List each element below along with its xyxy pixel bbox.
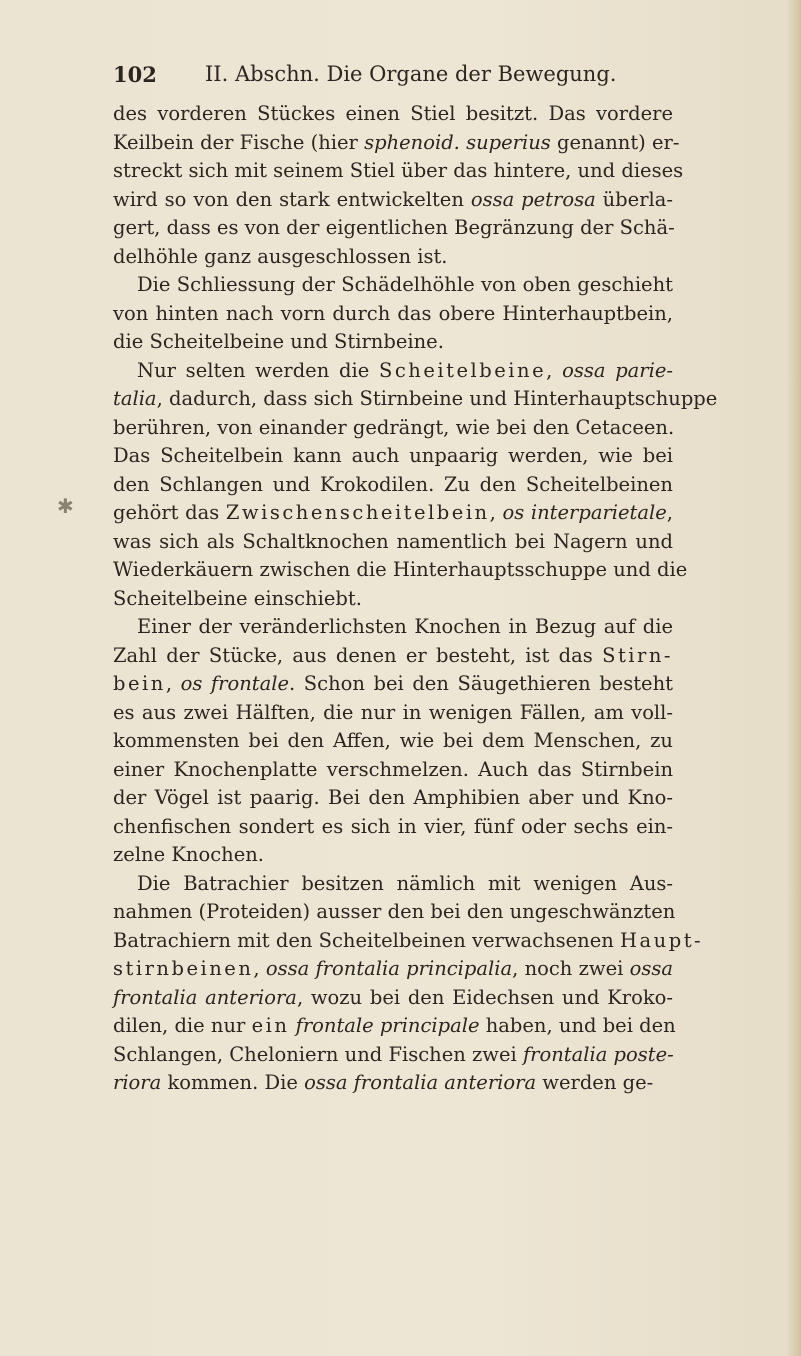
italic-term: frontalia anteriora bbox=[113, 985, 297, 1009]
text-line: den Schlangen und Krokodilen. Zu den Scheitelbeinen bbox=[113, 472, 673, 496]
paragraph bbox=[113, 100, 684, 271]
text-line: Schlangen, Cheloniern und Fischen zwei frontalia poste- bbox=[113, 1042, 674, 1066]
text-line: der Vögel ist paarig. Bei den Amphibien aber und Kno- bbox=[113, 786, 673, 809]
italic-term: os frontale bbox=[180, 672, 290, 695]
text-line: nahmen (Proteiden) ausser den bei den ungeschwänzten bbox=[113, 900, 676, 923]
text-line: zelne Knochen. bbox=[113, 843, 264, 866]
text-line: bein, os frontale. Schon bei den Säugethieren besteht bbox=[113, 672, 673, 695]
italic-term: ossa frontalia principalia bbox=[265, 957, 513, 980]
text-line: Zahl der Stücke, aus denen er besteht, ist das Stirn- bbox=[113, 643, 673, 667]
text-line: berühren, von einander gedrängt, wie bei den Cetaceen. bbox=[113, 415, 675, 439]
italic-term: sphenoid. superius bbox=[364, 130, 551, 154]
text-line: gehört das Zwischenscheitelbein, os interparietale, bbox=[113, 501, 673, 524]
text-line: wird so von den stark entwickelten ossa petrosa überla- bbox=[113, 187, 673, 211]
spaced-term: stirnbeinen bbox=[113, 957, 254, 980]
spaced-term: Scheitelbeine bbox=[379, 358, 547, 382]
italic-term: talia bbox=[113, 387, 157, 410]
text-line: gert, dass es von der eigentlichen Begränzung der Schä- bbox=[113, 216, 675, 239]
italic-term: ossa frontalia anteriora bbox=[304, 1071, 537, 1094]
text-line: die Scheitelbeine und Stirnbeine. bbox=[113, 330, 444, 353]
italic-term: riora bbox=[113, 1071, 162, 1094]
italic-term: ossa bbox=[629, 957, 674, 980]
paragraph bbox=[113, 271, 673, 357]
text-line: Batrachiern mit den Scheitelbeinen verwachsenen Haupt- bbox=[113, 928, 704, 952]
paragraph bbox=[113, 870, 704, 1098]
italic-term: frontalia poste- bbox=[522, 1042, 674, 1066]
italic-term: frontale principale bbox=[295, 1014, 480, 1037]
spaced-term: Zwischenscheitelbein bbox=[225, 501, 490, 524]
text-line: chenfischen sondert es sich in vier, fünf oder sechs ein- bbox=[113, 814, 673, 838]
text-line: riora kommen. Die ossa frontalia anteriora werden ge- bbox=[113, 1071, 654, 1094]
paragraph bbox=[113, 613, 673, 870]
text-line: Wiederkäuern zwischen die Hinterhauptsschuppe und die bbox=[113, 558, 688, 581]
spaced-term: Stirn- bbox=[602, 643, 673, 667]
page-number: 102 bbox=[113, 62, 157, 87]
page-header bbox=[113, 62, 673, 92]
margin-mark-icon: ✱ bbox=[57, 494, 74, 518]
text-line: von hinten nach vorn durch das obere Hinterhauptbein, bbox=[113, 301, 673, 325]
text-line: stirnbeinen, ossa frontalia principalia, noch zwei ossa bbox=[113, 957, 674, 980]
text-line: Nur selten werden die Scheitelbeine, ossa parie- bbox=[137, 358, 673, 382]
paragraph bbox=[113, 357, 718, 614]
text-line: Einer der veränderlichsten Knochen in Bezug auf die bbox=[137, 615, 673, 638]
text-line: Die Batrachier besitzen nämlich mit wenigen Aus- bbox=[137, 871, 673, 895]
text-line: talia, dadurch, dass sich Stirnbeine und Hinterhauptschuppe bbox=[113, 387, 718, 410]
text-line: kommensten bei den Affen, wie bei dem Menschen, zu bbox=[113, 729, 673, 752]
page-edge-shadow bbox=[787, 0, 801, 1356]
spaced-term: ein bbox=[251, 1014, 290, 1037]
text-line: Scheitelbeine einschiebt. bbox=[113, 586, 362, 610]
text-line: dilen, die nur ein frontale principale haben, und bei den bbox=[113, 1014, 676, 1037]
italic-term: ossa parie- bbox=[562, 358, 673, 382]
text-line: Keilbein der Fische (hier sphenoid. superius genannt) er- bbox=[113, 130, 680, 154]
text-line: frontalia anteriora, wozu bei den Eidechsen und Kroko- bbox=[113, 985, 674, 1009]
spaced-term: bein bbox=[113, 672, 166, 695]
text-line: Die Schliessung der Schädelhöhle von oben geschieht bbox=[137, 273, 673, 296]
italic-term: os interparietale bbox=[502, 501, 667, 524]
text-line: des vorderen Stückes einen Stiel besitzt. Das vordere bbox=[113, 102, 673, 125]
italic-term: ossa petrosa bbox=[470, 187, 596, 211]
text-line: Das Scheitelbein kann auch unpaarig werden, wie bei bbox=[113, 444, 673, 467]
body-text bbox=[113, 100, 718, 1098]
text-line: streckt sich mit seinem Stiel über das hintere, und dieses bbox=[113, 159, 684, 182]
text-line: delhöhle ganz ausgeschlossen ist. bbox=[113, 244, 448, 268]
spaced-term: Haupt- bbox=[620, 928, 704, 952]
running-head: II. Abschn. Die Organe der Bewegung. bbox=[205, 62, 617, 86]
text-line: es aus zwei Hälften, die nur in wenigen Fällen, am voll- bbox=[113, 700, 673, 724]
text-line: was sich als Schaltknochen namentlich bei Nagern und bbox=[113, 529, 673, 553]
text-line: einer Knochenplatte verschmelzen. Auch das Stirnbein bbox=[113, 757, 673, 781]
